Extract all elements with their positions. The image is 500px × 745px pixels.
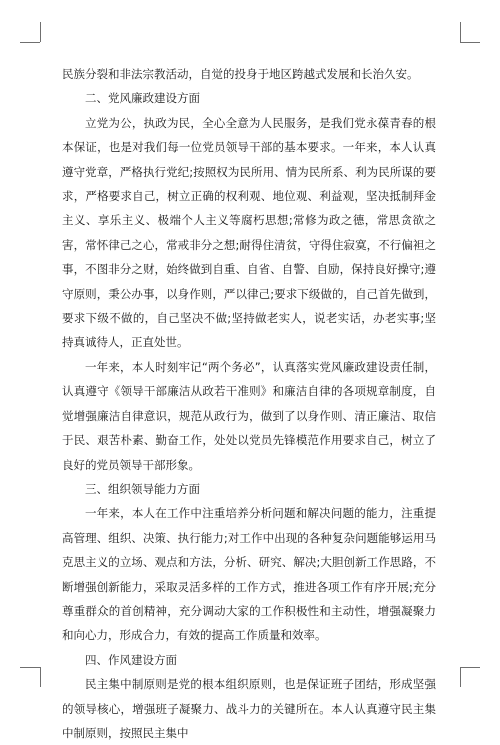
section-heading-work-style: 四、作风建设方面: [85, 652, 177, 667]
crop-mark-bottom-right: [460, 667, 480, 668]
crop-mark-top-right: [460, 22, 461, 42]
crop-mark-bottom-right: [460, 667, 461, 687]
paragraph: 立党为公，执政为民，全心全意为人民服务，是我们党永葆青春的根本保证，也是对我们每一位党员领导干部的基本要求。一年来，本人认真遵守党章，严格执行党纪;按照权为民所用、情为民所系、利为民所谋的要求，严格要求自己，树立正确的权利观、地位观、利益观，坚决抵制拜金主义、享乐主义、极端个人主义等腐朽思想;常修为政之德，常思贪欲之害，常怀律己之心，常戒非分之想;耐得住清贫，守得住寂寞，不行偏袒之事，不图非分之财，始终做到自重、自省、自警、自励，保持良好操守;遵守原则，秉公办事，以身作则，严以律己;要求下级做的，自己首先做到，要求下级不做的，自己坚决不做;坚持做老实人，说老实话，办老实事;坚持真诚待人，正直处世。: [62, 115, 436, 350]
section-heading-party-conduct: 二、党风廉政建设方面: [85, 91, 200, 106]
document-body: [62, 62, 436, 745]
section-heading-leadership: 三、组织领导能力方面: [85, 481, 200, 496]
crop-mark-top-left: [40, 22, 41, 42]
crop-mark-top-right: [460, 42, 480, 43]
crop-mark-bottom-left: [40, 667, 41, 687]
paragraph: 民主集中制原则是党的根本组织原则，也是保证班子团结，形成坚强的领导核心，增强班子凝聚力、战斗力的关键所在。本人认真遵守民主集中制原则，按照民主集中: [62, 677, 436, 740]
paragraph-continuation: 民族分裂和非法宗教活动，自觉的投身于地区跨越式发展和长治久安。: [62, 67, 419, 81]
paragraph: 一年来，本人在工作中注重培养分析问题和解决问题的能力，注重提高管理、组织、决策、执行能力;对工作中出现的各种复杂问题能够运用马克思主义的立场、观点和方法，分析、研究、解决;大胆创新工作思路，不断增强创新能力，采取灵活多样的工作方式，推进各项工作有序开展;充分尊重群众的首创精神，充分调动大家的工作积极性和主动性，增强凝聚力和向心力，形成合力，有效的提高工作质量和效率。: [62, 506, 436, 643]
paragraph: 一年来，本人时刻牢记“两个务必”，认真落实党风廉政建设责任制，认真遵守《领导干部廉洁从政若干准则》和廉洁自律的各项规章制度，自觉增强廉洁自律意识，规范从政行为，做到了以身作则、清正廉洁、取信于民、艰苦朴素、勤奋工作，处处以党员先锋模范作用要求自己，树立了良好的党员领导干部形象。: [62, 359, 436, 472]
crop-mark-bottom-left: [20, 667, 40, 668]
crop-mark-top-left: [20, 42, 40, 43]
